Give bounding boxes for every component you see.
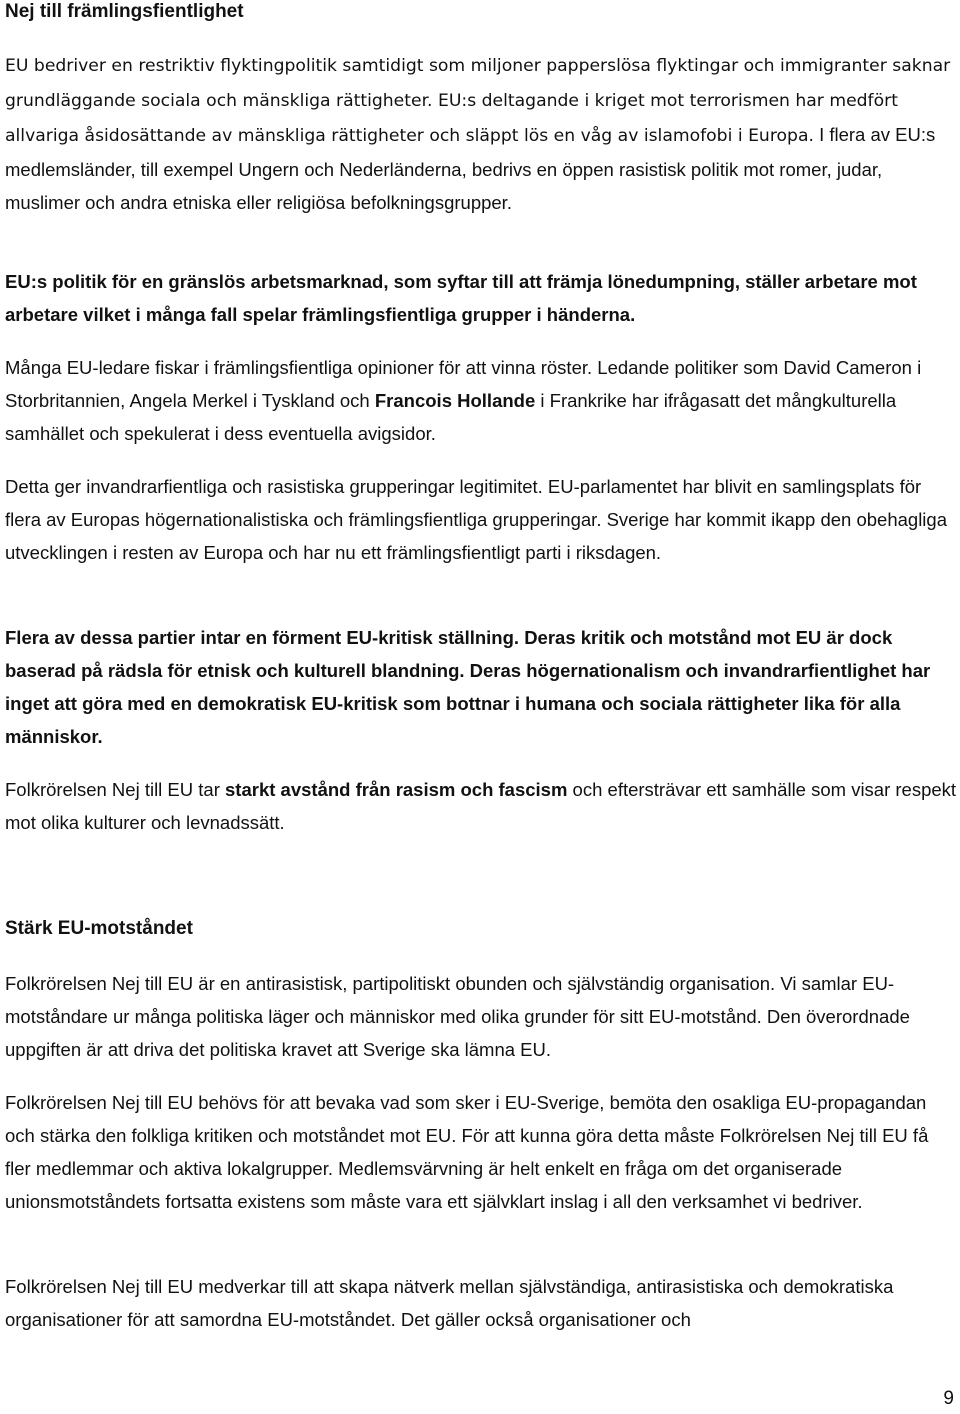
page-number: 9: [943, 1388, 954, 1409]
paragraph-text: Folkrörelsen Nej till EU tar: [5, 779, 226, 800]
paragraph-eu-flyktingpolitik: [5, 48, 957, 219]
paragraph-partier-eu-kritisk: Flera av dessa partier intar en förment EU-kritisk ställning. Deras kritik och motstånd mot EU är dock baserad på rädsla för etnisk och kulturell blandning. Deras högernationalism och invandrarfientlighet har inget att göra med en demokratisk EU-kritisk som bottnar i humana och sociala rättigheter lika för alla människor.: [5, 627, 931, 747]
paragraph-text: i Frankrike har ifrågasatt det mångkulturella samhället och spekulerat i dess eventuella avigsidor.: [5, 390, 897, 444]
paragraph-eu-ledare: [5, 351, 957, 450]
paragraph-antirasistisk-organisation: Folkrörelsen Nej till EU är en antirasistisk, partipolitiskt obunden och självständig organisation. Vi samlar EU-motståndare ur många politiska läger och människor med olika grunder för sitt EU-motstånd. Den överordnade uppgiften är att driva det politiska kravet att Sverige ska lämna EU.: [5, 973, 910, 1060]
paragraph-natverk: Folkrörelsen Nej till EU medverkar till att skapa nätverk mellan självständiga, antirasistiska och demokratiska organisationer för att samordna EU-motståndet. Det gäller också organisationer och: [5, 1276, 894, 1330]
paragraph-text: I flera av EU:s medlemsländer, till exempel Ungern och Nederländerna, bedrivs en öppen rasistisk politik mot romer, judar, muslimer och andra etniska eller religiösa befolkningsgrupper.: [5, 124, 936, 213]
section-heading-stark-eu-motstandet: Stärk EU-motståndet: [5, 918, 193, 939]
paragraph-text: och eftersträvar ett samhälle som visar respekt mot olika kulturer och levnadssätt.: [5, 779, 957, 833]
paragraph-text: Många EU-ledare fiskar i främlingsfientliga opinioner för att vinna röster. Ledande politiker som David Cameron i Storbritannien, Angela Merkel i Tyskland och: [5, 357, 922, 411]
paragraph-granslos-arbetsmarknad: EU:s politik för en gränslös arbetsmarknad, som syftar till att främja lönedumpning, ställer arbetare mot arbetare vilket i många fall spelar främlingsfientliga grupper i händerna.: [5, 271, 917, 325]
paragraph-starkt-avstand: [5, 773, 957, 839]
bold-name: Francois: [374, 390, 452, 411]
paragraph-text: EU bedriver en restriktiv flyktingpolitik samtidigt som miljoner papperslösa flyktingar och immigranter saknar grundläggande sociala och mänskliga rättigheter. EU:s deltagande i kriget mot terrorismen har medfört allvariga åsidosättande av mänskliga rättigheter och släppt lös en våg av islamofobi i Europa.: [5, 56, 951, 146]
bold-name: Hollande: [457, 390, 536, 411]
section-heading-nej-till-framlingsfientlighet: Nej till främlingsfientlighet: [5, 1, 244, 22]
bold-phrase: starkt avstånd från rasism och fascism: [225, 779, 568, 800]
paragraph-bevaka-eu-sverige: Folkrörelsen Nej till EU behövs för att bevaka vad som sker i EU-Sverige, bemöta den osakliga EU-propagandan och stärka den folkliga kritiken och motståndet mot EU. För att kunna göra detta måste Folkrörelsen Nej till EU få fler medlemmar och aktiva lokalgrupper. Medlemsvärvning är helt enkelt en fråga om det organiserade unionsmotståndets fortsatta existens som måste vara ett självklart inslag i all den verksamhet vi bedriver.: [5, 1092, 929, 1212]
paragraph-invandrarfientliga: Detta ger invandrarfientliga och rasistiska grupperingar legitimitet. EU-parlamentet har blivit en samlingsplats för flera av Europas högernationalistiska och främlingsfientliga grupperingar. Sverige har kommit ikapp den obehagliga utvecklingen i resten av Europa och har nu ett främlingsfientligt parti i riksdagen.: [5, 476, 947, 563]
